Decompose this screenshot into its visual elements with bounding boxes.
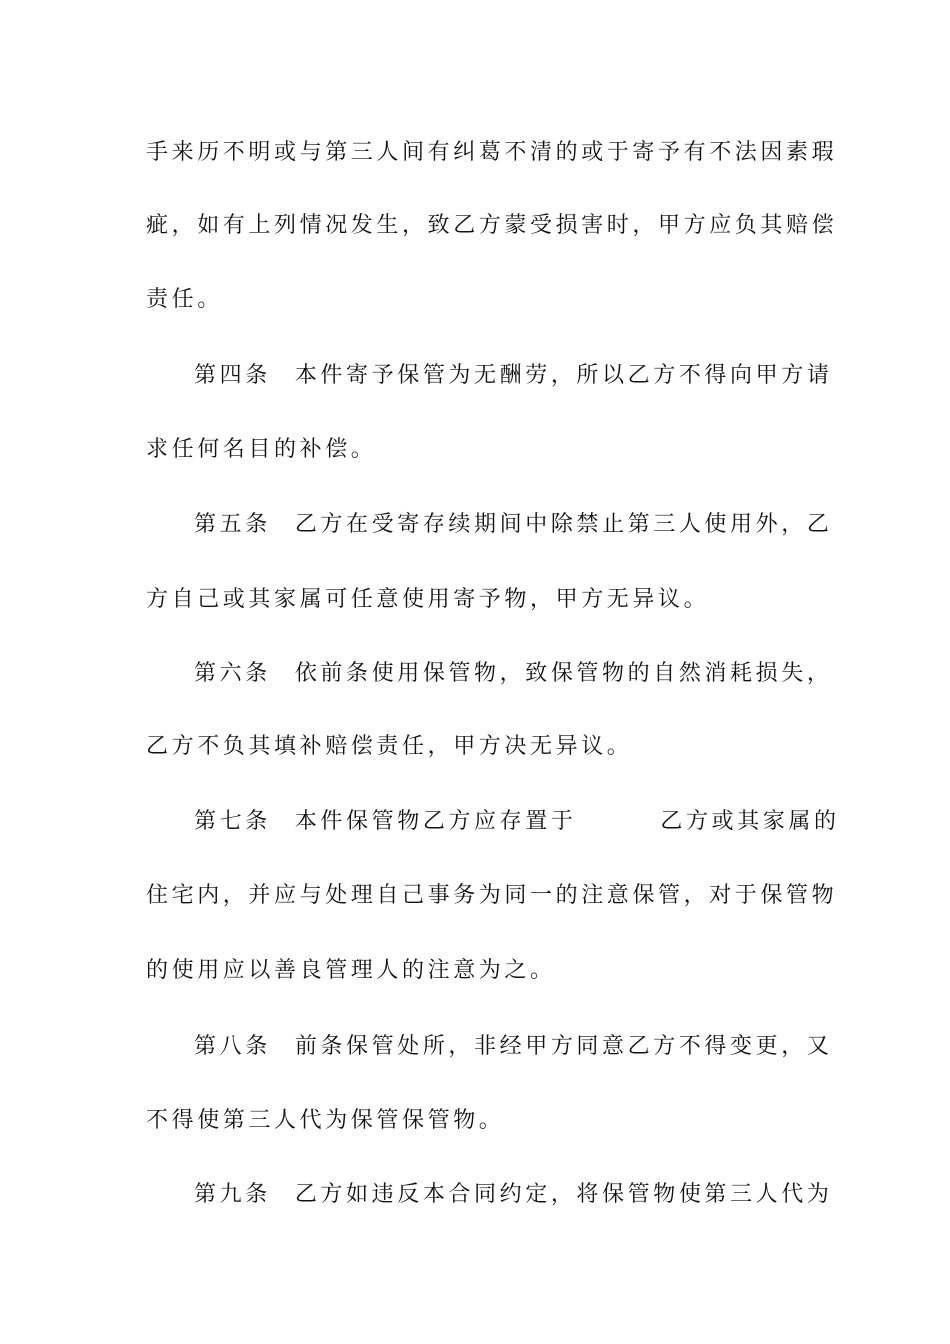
line-text: 乙方如违反本合同约定，将保管物使第三人代为 xyxy=(294,1182,833,1207)
paragraph-line xyxy=(146,1101,806,1141)
line-text: 的使用应以善良管理人的注意为之。 xyxy=(146,958,556,983)
paragraph-line xyxy=(146,430,806,470)
line-text: 乙方在受寄存续期间中除禁止第三人使用外，乙 xyxy=(294,512,833,537)
line-text: 手来历不明或与第三人间有纠葛不清的或于寄予有不法因素瑕 xyxy=(146,140,838,165)
paragraph-line xyxy=(146,280,806,320)
paragraph-line xyxy=(146,206,838,246)
article-8-line xyxy=(194,1027,833,1067)
article-number: 第八条 xyxy=(194,1034,271,1059)
line-text: 乙方不负其填补赔偿责任，甲方决无异议。 xyxy=(146,734,633,759)
paragraph-line xyxy=(146,727,806,767)
line-text: 本件寄予保管为无酬劳，所以乙方不得向甲方请 xyxy=(294,363,833,388)
article-7-line xyxy=(194,802,840,842)
article-number: 第七条 xyxy=(194,809,271,834)
paragraph-line xyxy=(146,876,838,916)
line-text: 乙方或其家属的 xyxy=(660,809,840,834)
article-number: 第五条 xyxy=(194,512,271,537)
line-text: 责任。 xyxy=(146,287,223,312)
article-9-line xyxy=(194,1175,833,1215)
article-number: 第六条 xyxy=(194,661,271,686)
line-text: 依前条使用保管物，致保管物的自然消耗损失， xyxy=(294,661,833,686)
article-4-line xyxy=(194,356,833,396)
line-text: 本件保管物乙方应存置于 xyxy=(294,809,577,834)
line-text: 求任何名目的补偿。 xyxy=(146,437,377,462)
article-number: 第九条 xyxy=(194,1182,271,1207)
article-number: 第四条 xyxy=(194,363,271,388)
line-text: 前条保管处所，非经甲方同意乙方不得变更，又 xyxy=(294,1034,833,1059)
article-5-line xyxy=(194,505,833,545)
paragraph-line xyxy=(146,133,838,173)
article-6-line xyxy=(194,654,833,694)
line-text: 不得使第三人代为保管保管物。 xyxy=(146,1108,505,1133)
line-text: 住宅内，并应与处理自己事务为同一的注意保管，对于保管物 xyxy=(146,883,838,908)
line-text: 方自己或其家属可任意使用寄予物，甲方无异议。 xyxy=(146,587,710,612)
paragraph-line xyxy=(146,580,806,620)
paragraph-line xyxy=(146,951,806,991)
line-text: 疵，如有上列情况发生，致乙方蒙受损害时，甲方应负其赔偿 xyxy=(146,213,838,238)
